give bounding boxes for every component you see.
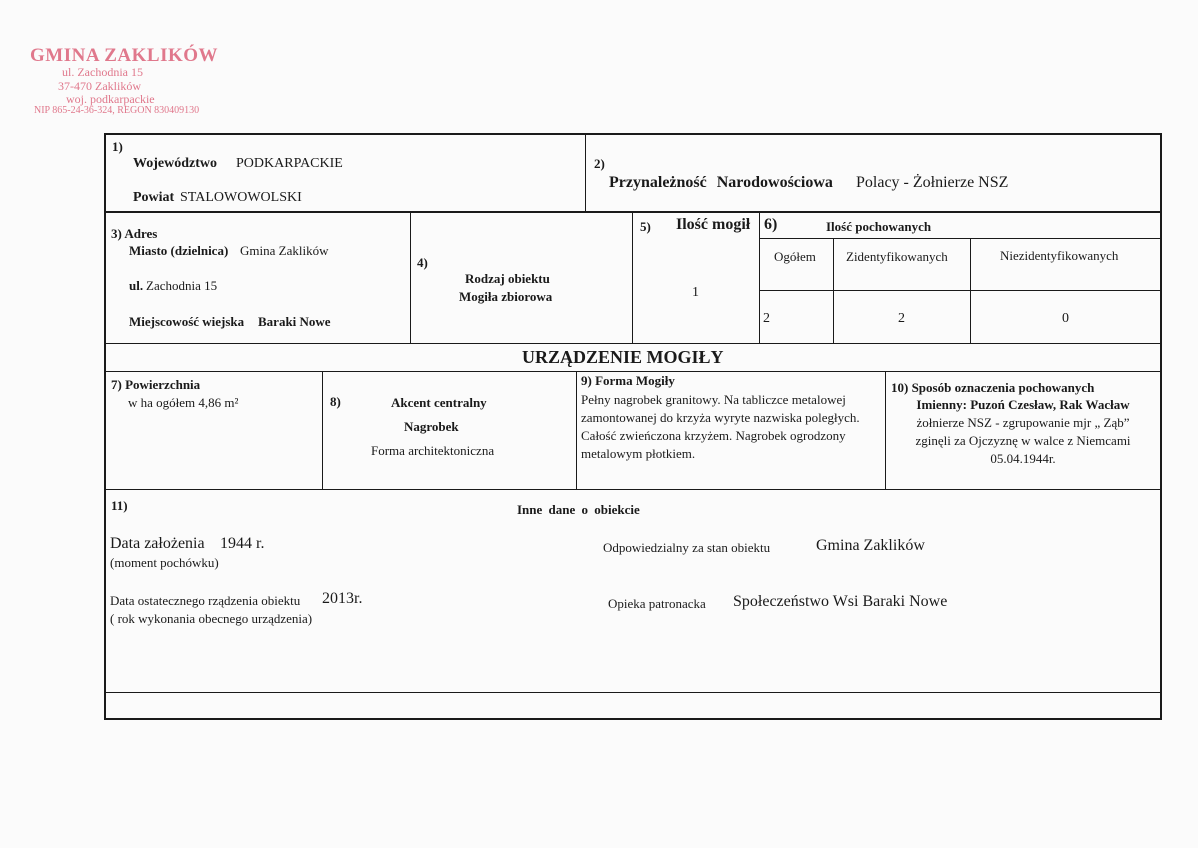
marking-method-title: 10) Sposób oznaczenia pochowanych xyxy=(891,380,1095,395)
section-1-number: 1) xyxy=(112,139,123,154)
divider xyxy=(759,290,1162,291)
grave-form-description xyxy=(581,391,881,463)
grave-form-line: Całość zwieńczona krzyżem. Nagrobek ogrodzony xyxy=(581,428,846,443)
total-value: 2 xyxy=(763,311,770,326)
section-5-number: 5) xyxy=(640,219,651,234)
marking-line: zginęli za Ojczyznę w walce z Niemcami xyxy=(915,433,1131,448)
street-value: Zachodnia 15 xyxy=(146,278,218,293)
divider xyxy=(104,692,1162,693)
village-value: Baraki Nowe xyxy=(258,314,331,329)
founding-date-note: (moment pochówku) xyxy=(110,555,219,570)
column-total: Ogółem xyxy=(774,249,816,264)
area-title: 7) Powierzchnia xyxy=(111,377,201,392)
stamp-street: ul. Zachodnia 15 xyxy=(62,65,143,79)
section-8-number: 8) xyxy=(330,394,341,409)
section-4-number: 4) xyxy=(417,255,428,270)
marking-method-description xyxy=(888,396,1158,468)
last-arrangement-value: 2013r. xyxy=(322,590,363,607)
unidentified-value: 0 xyxy=(1062,311,1069,326)
divider xyxy=(410,212,411,343)
graves-count-value: 1 xyxy=(692,285,699,300)
stamp-nip-regon: NIP 865-24-36-324, REGON 830409130 xyxy=(34,105,200,116)
responsible-label: Odpowiedzialny za stan obiektu xyxy=(603,540,771,555)
grave-form-line: metalowym płotkiem. xyxy=(581,446,696,461)
village-label: Miejscowość wiejska xyxy=(129,314,245,329)
grave-form-title: 9) Forma Mogiły xyxy=(581,373,675,388)
founding-date-value: 1944 r. xyxy=(220,535,265,552)
stamp-voivodeship: woj. podkarpackie xyxy=(66,92,155,106)
section-6-number: 6) xyxy=(764,216,778,233)
voivodeship-label: Województwo xyxy=(133,156,217,171)
divider xyxy=(104,371,1162,372)
last-arrangement-note: ( rok wykonania obecnego urządzenia) xyxy=(110,611,313,626)
buried-names: Imienny: Puzoń Czesław, Rak Wacław xyxy=(916,397,1130,412)
central-accent-label: Akcent centralny xyxy=(391,395,487,410)
street-label: ul. xyxy=(129,278,144,293)
identified-value: 2 xyxy=(898,311,905,326)
buried-count-label: Ilość pochowanych xyxy=(826,219,932,234)
stamp-postcode: 37-470 Zaklików xyxy=(58,79,141,93)
column-identified: Zidentyfikowanych xyxy=(846,249,948,264)
divider xyxy=(833,238,834,343)
voivodeship-value: PODKARPACKIE xyxy=(236,156,343,171)
other-data-title: Inne dane o obiekcie xyxy=(517,502,640,517)
stamp-title: GMINA ZAKLIKÓW xyxy=(30,45,219,66)
founding-date-label: Data założenia xyxy=(110,535,205,552)
divider xyxy=(585,135,586,212)
nationality-label: Przynależność Narodowościowa xyxy=(609,174,833,191)
city-label: Miasto (dzielnica) xyxy=(129,243,229,258)
grave-form-line: zamontowanej do krzyża wyryte nazwiska poległych. xyxy=(581,410,860,425)
divider xyxy=(632,212,633,343)
divider xyxy=(970,238,971,343)
marking-line: 05.04.1944r. xyxy=(990,451,1056,466)
section-11-number: 11) xyxy=(111,498,128,513)
responsible-value: Gmina Zaklików xyxy=(816,537,925,554)
graves-count-label: Ilość mogił xyxy=(676,216,751,233)
divider xyxy=(885,371,886,489)
central-accent-value: Nagrobek xyxy=(404,419,459,434)
object-type-value: Mogiła zbiorowa xyxy=(459,289,553,304)
county-label: Powiat xyxy=(133,190,175,205)
grave-arrangement-title: URZĄDZENIE MOGIŁY xyxy=(522,347,724,367)
marking-line: żołnierze NSZ - zgrupowanie mjr „ Ząb” xyxy=(916,415,1130,430)
divider xyxy=(322,371,323,489)
divider xyxy=(759,212,760,343)
section-2-number: 2) xyxy=(594,156,605,171)
object-type-label: Rodzaj obiektu xyxy=(465,271,550,286)
last-arrangement-label: Data ostatecznego rządzenia obiektu xyxy=(110,593,301,608)
divider xyxy=(759,238,1162,239)
county-value: STALOWOWOLSKI xyxy=(180,190,302,205)
divider xyxy=(104,343,1162,344)
nationality-value: Polacy - Żołnierze NSZ xyxy=(856,174,1009,191)
architectural-form-label: Forma architektoniczna xyxy=(371,443,495,458)
area-value: w ha ogółem 4,86 m² xyxy=(128,395,239,410)
divider xyxy=(104,489,1162,490)
grave-form-line: Pełny nagrobek granitowy. Na tabliczce metalowej xyxy=(581,392,846,407)
patron-value: Społeczeństwo Wsi Baraki Nowe xyxy=(733,593,948,610)
divider xyxy=(104,211,1162,213)
address-title: 3) Adres xyxy=(111,226,158,241)
city-value: Gmina Zaklików xyxy=(240,243,329,258)
column-unidentified: Niezidentyfikowanych xyxy=(1000,248,1119,263)
divider xyxy=(576,371,577,489)
patron-label: Opieka patronacka xyxy=(608,596,706,611)
